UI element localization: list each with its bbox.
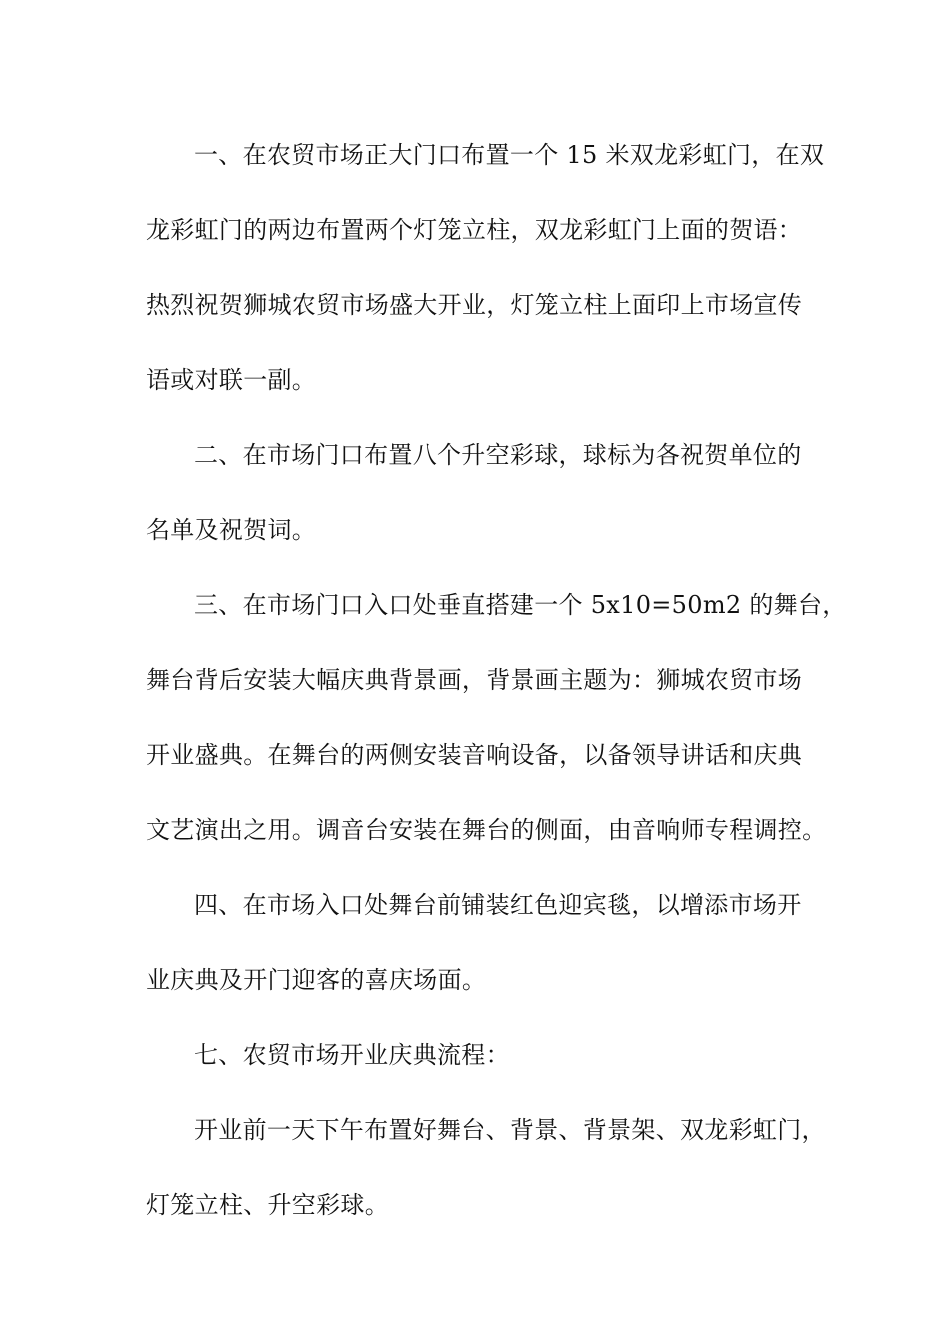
paragraph-2-line-1: 二、在市场门口布置八个升空彩球，球标为各祝贺单位的 (194, 441, 802, 469)
paragraph-1-line-4: 语或对联一副。 (146, 366, 317, 394)
section-heading: 七、农贸市场开业庆典流程： (194, 1041, 510, 1069)
paragraph-1-line-1: 一、在农贸市场正大门口布置一个 15 米双龙彩虹门，在双 (194, 141, 825, 169)
paragraph-3-line-4: 文艺演出之用。调音台安装在舞台的侧面，由音响师专程调控。 (146, 816, 827, 844)
paragraph-2-line-2: 名单及祝贺词。 (146, 516, 317, 544)
paragraph-1-line-2: 龙彩虹门的两边布置两个灯笼立柱，双龙彩虹门上面的贺语： (146, 216, 803, 244)
paragraph-1-line-3: 热烈祝贺狮城农贸市场盛大开业，灯笼立柱上面印上市场宣传 (146, 291, 803, 319)
paragraph-3-line-2: 舞台背后安装大幅庆典背景画，背景画主题为：狮城农贸市场 (146, 666, 803, 694)
paragraph-3-line-3: 开业盛典。在舞台的两侧安装音响设备，以备领导讲话和庆典 (146, 741, 803, 769)
paragraph-4-line-2: 业庆典及开门迎客的喜庆场面。 (146, 966, 487, 994)
paragraph-5-line-1: 开业前一天下午布置好舞台、背景、背景架、双龙彩虹门， (194, 1116, 826, 1144)
paragraph-5-line-2: 灯笼立柱、升空彩球。 (146, 1191, 389, 1219)
document-body (146, 118, 847, 1243)
paragraph-4-line-1: 四、在市场入口处舞台前铺装红色迎宾毯，以增添市场开 (194, 891, 802, 919)
paragraph-3-line-1: 三、在市场门口入口处垂直搭建一个 5x10=50m2 的舞台， (194, 591, 847, 619)
